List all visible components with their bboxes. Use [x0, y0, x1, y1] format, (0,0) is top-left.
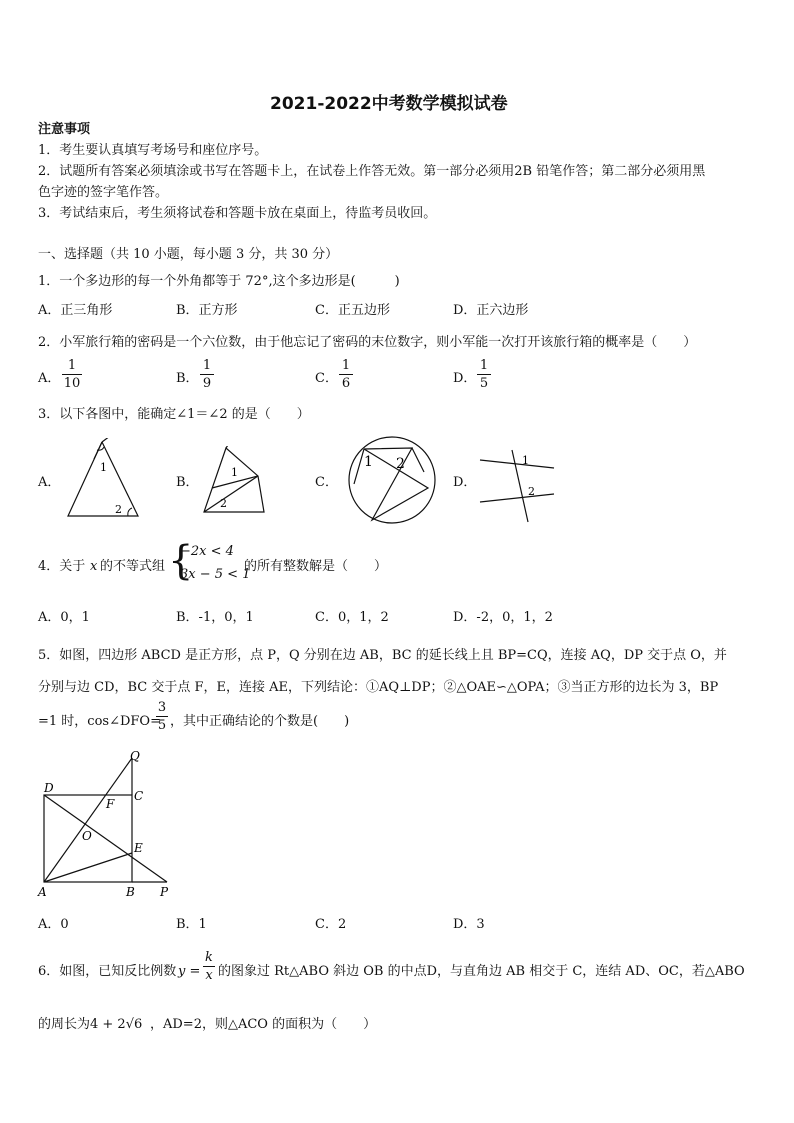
q2-option-c-fraction: 1 6 — [339, 358, 353, 391]
q5-label-f: F — [106, 797, 115, 811]
q5-line-1: 5．如图，四边形 ABCD 是正方形，点 P，Q 分别在边 AB，BC 的延长线上且 BP=CQ，连接 AQ，DP 交于点 O，并 — [38, 648, 727, 663]
q6-function-y: y = — [178, 964, 201, 979]
q3-letter-d: D． — [453, 475, 477, 490]
q4-option-b: B．-1，0，1 — [176, 610, 254, 625]
q1-option-a: A．正三角形 — [38, 303, 113, 318]
q4-stem-middle: 的不等式组 — [100, 559, 166, 574]
q1-option-c: C．正五边形 — [315, 303, 390, 318]
q6-line-1-suffix: 的图象过 Rt△ABO 斜边 OB 的中点D，与直角边 AB 相交于 C，连结 AD、OC，若△ABO — [218, 964, 745, 979]
q5-fraction: 3 5 — [157, 700, 167, 733]
q2-option-a-fraction: 1 10 — [63, 358, 81, 391]
q3-letter-b: B． — [176, 475, 199, 490]
section-heading: 一、选择题（共 10 小题，每小题 3 分，共 30 分） — [38, 247, 339, 262]
q3d-angle-2: 2 — [528, 485, 535, 498]
q1-stem: 1．一个多边形的每一个外角都等于 72°,这个多边形是( ) — [38, 274, 400, 289]
q6-line-2-suffix: ，AD=2，则△ACO 的面积为（ ） — [150, 1017, 377, 1032]
q1-option-b: B．正方形 — [176, 303, 238, 318]
q3b-angle-1: 1 — [231, 466, 238, 479]
q3-figure-b — [200, 446, 272, 516]
q2-letter-c: C． — [315, 371, 338, 386]
q3-stem: 3．以下各图中，能确定∠1＝∠2 的是（ ） — [38, 407, 310, 422]
q5-figure — [36, 750, 182, 900]
q4-stem-suffix: 的所有整数解是（ ） — [244, 559, 388, 574]
q5-label-a: A — [38, 885, 47, 899]
q4-inequality-1: −2x < 4 — [180, 544, 234, 559]
notice-item-2-cont: 色字迹的签字笔作答。 — [38, 185, 169, 200]
q4-option-c: C．0，1，2 — [315, 610, 389, 625]
q6-function-fraction: k x — [203, 950, 215, 983]
q3-figure-a — [64, 438, 144, 522]
q5-line-3-prefix: =1 时，cos∠DFO= — [38, 714, 161, 729]
notice-item-3: 3．考试结束后，考生须将试卷和答题卡放在桌面上，待监考员收回。 — [38, 206, 437, 221]
q5-label-d: D — [44, 781, 54, 795]
notice-heading: 注意事项 — [38, 122, 91, 137]
notice-item-1: 1．考生要认真填写考场号和座位序号。 — [38, 143, 268, 158]
q5-label-p: P — [160, 885, 169, 899]
q4-stem-prefix: 4．关于 — [38, 559, 86, 574]
q6-line-2-prefix: 的周长为 — [38, 1017, 91, 1032]
q3a-angle-1: 1 — [100, 461, 107, 474]
q5-label-q: Q — [130, 750, 140, 763]
q5-label-c: C — [134, 789, 144, 803]
q2-letter-d: D． — [453, 371, 477, 386]
q2-stem: 2．小军旅行箱的密码是一个六位数，由于他忘记了密码的末位数字，则小军能一次打开该旅行箱的概率是（ ） — [38, 335, 697, 350]
q2-option-b-fraction: 1 9 — [200, 358, 214, 391]
q5-label-e: E — [134, 841, 143, 855]
q5-option-a: A．0 — [38, 917, 69, 932]
q4-option-d: D．-2，0，1，2 — [453, 610, 553, 625]
q3a-angle-2: 2 — [115, 503, 122, 516]
q4-variable: x — [90, 559, 98, 574]
q4-option-a: A．0，1 — [38, 610, 90, 625]
q5-line-2: 分别与边 CD，BC 交于点 F，E，连接 AE，下列结论：①AQ⊥DP；②△OAE∽△OPA；③当正方形的边长为 3，BP — [38, 680, 719, 695]
page-title: 2021-2022中考数学模拟试卷 — [270, 94, 508, 114]
q3-letter-a: A． — [38, 475, 61, 490]
q2-option-d-fraction: 1 5 — [477, 358, 491, 391]
q3d-angle-1: 1 — [522, 454, 529, 467]
q3c-angle-2: 2 — [396, 456, 405, 472]
q5-option-b: B．1 — [176, 917, 207, 932]
q2-letter-a: A． — [38, 371, 61, 386]
q4-system-brace: { — [168, 538, 194, 584]
q3-figure-d — [478, 448, 558, 524]
q5-option-d: D．3 — [453, 917, 485, 932]
q5-line-3-suffix: ，其中正确结论的个数是( ) — [170, 714, 350, 729]
q2-letter-b: B． — [176, 371, 199, 386]
q6-line-1-prefix: 6．如图，已知反比例数 — [38, 964, 177, 979]
q5-label-o: O — [82, 829, 92, 843]
q3b-angle-2: 2 — [220, 497, 227, 510]
q3-figure-c — [344, 436, 440, 528]
q4-inequality-2: 3x − 5 < 1 — [180, 567, 251, 582]
notice-item-2: 2．试题所有答案必须填涂或书写在答题卡上，在试卷上作答无效。第一部分必须用2B 铅笔作答；第二部分必须用黑 — [38, 164, 706, 179]
q3c-angle-1: 1 — [364, 454, 373, 470]
q5-label-b: B — [126, 885, 135, 899]
q3-letter-c: C． — [315, 475, 338, 490]
q5-option-c: C．2 — [315, 917, 347, 932]
q1-option-d: D．正六边形 — [453, 303, 529, 318]
q6-perimeter: 4 + 2√6 — [90, 1017, 143, 1032]
